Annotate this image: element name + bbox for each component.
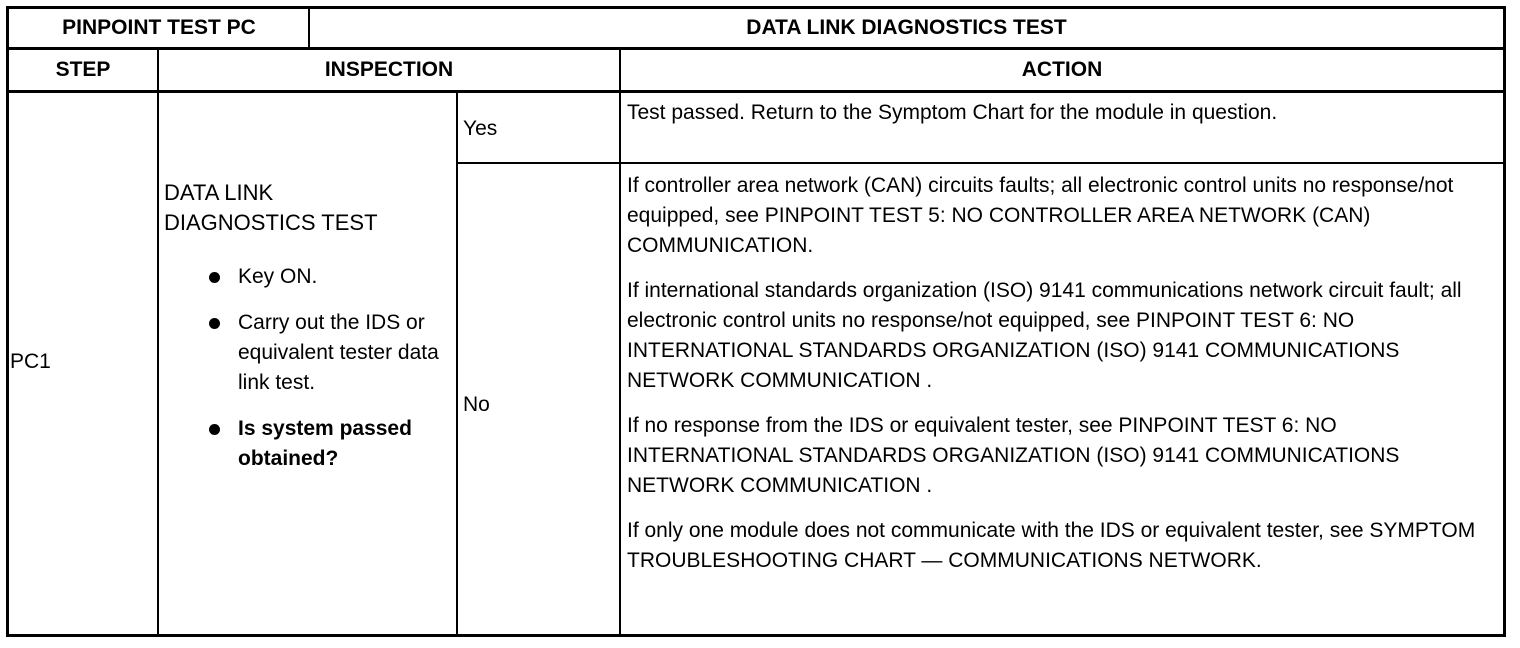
- no-action-no-response: If no response from the IDS or equivalent tester, see PINPOINT TEST 6: NO INTERNATIONAL STANDARDS ORGANIZATION (ISO) 9141 COMMUNICATIONS NETWORK COMMUNICATION .: [627, 414, 1400, 497]
- yes-action: Test passed. Return to the Symptom Chart for the module in question.: [627, 101, 1278, 124]
- inspection-step: [206, 308, 446, 398]
- bullet-icon: [209, 424, 220, 435]
- inspection-question-text: Is system passed obtained?: [238, 417, 412, 470]
- action-column-header: ACTION: [1021, 58, 1103, 81]
- bullet-icon: [209, 318, 220, 329]
- inspection-step-text: Key ON.: [238, 265, 318, 288]
- inspection-title-line-2: DIAGNOSTICS TEST: [164, 210, 378, 235]
- yes-no-divider: [456, 162, 1506, 164]
- step-column-header: STEP: [55, 58, 111, 81]
- no-actions: [627, 171, 1487, 591]
- no-action-can: If controller area network (CAN) circuits faults; all electronic control units no response/not equipped, see PINPOINT TEST 5: NO CONTROLLER AREA NETWORK (CAN) COMMUNICATION.: [627, 174, 1454, 257]
- inspection-question: [206, 414, 446, 474]
- no-action-iso: If international standards organization (ISO) 9141 communications network circuit fault; all electronic control units no response/not equipped, see PINPOINT TEST 6: NO INTERNATIONAL STANDARDS ORGANIZATION (ISO) 9141 COMMUNICATIONS NETWORK COMMUNICATION .: [627, 279, 1462, 392]
- inspection-steps: [206, 262, 446, 490]
- step-column-divider: [157, 49, 159, 637]
- inspection-title: [164, 178, 444, 238]
- column-header-divider: [6, 90, 1506, 93]
- step-id: PC1: [10, 350, 51, 373]
- test-name-title: DATA LINK DIAGNOSTICS TEST: [746, 16, 1067, 39]
- bullet-icon: [209, 272, 220, 283]
- yesno-column-divider: [456, 92, 458, 637]
- inspection-step-text: Carry out the IDS or equivalent tester data link test.: [238, 311, 439, 394]
- no-action-single-module: If only one module does not communicate with the IDS or equivalent tester, see SYMPTOM TROUBLESHOOTING CHART — COMMUNICATIONS NETWORK.: [627, 519, 1476, 572]
- inspection-column-header: INSPECTION: [324, 58, 454, 81]
- no-label: No: [463, 393, 490, 416]
- inspection-title-line-1: DATA LINK: [164, 180, 274, 205]
- action-column-divider: [619, 49, 621, 637]
- pinpoint-test-title: PINPOINT TEST PC: [62, 16, 256, 39]
- inspection-step: [206, 262, 446, 292]
- yes-label: Yes: [463, 117, 498, 140]
